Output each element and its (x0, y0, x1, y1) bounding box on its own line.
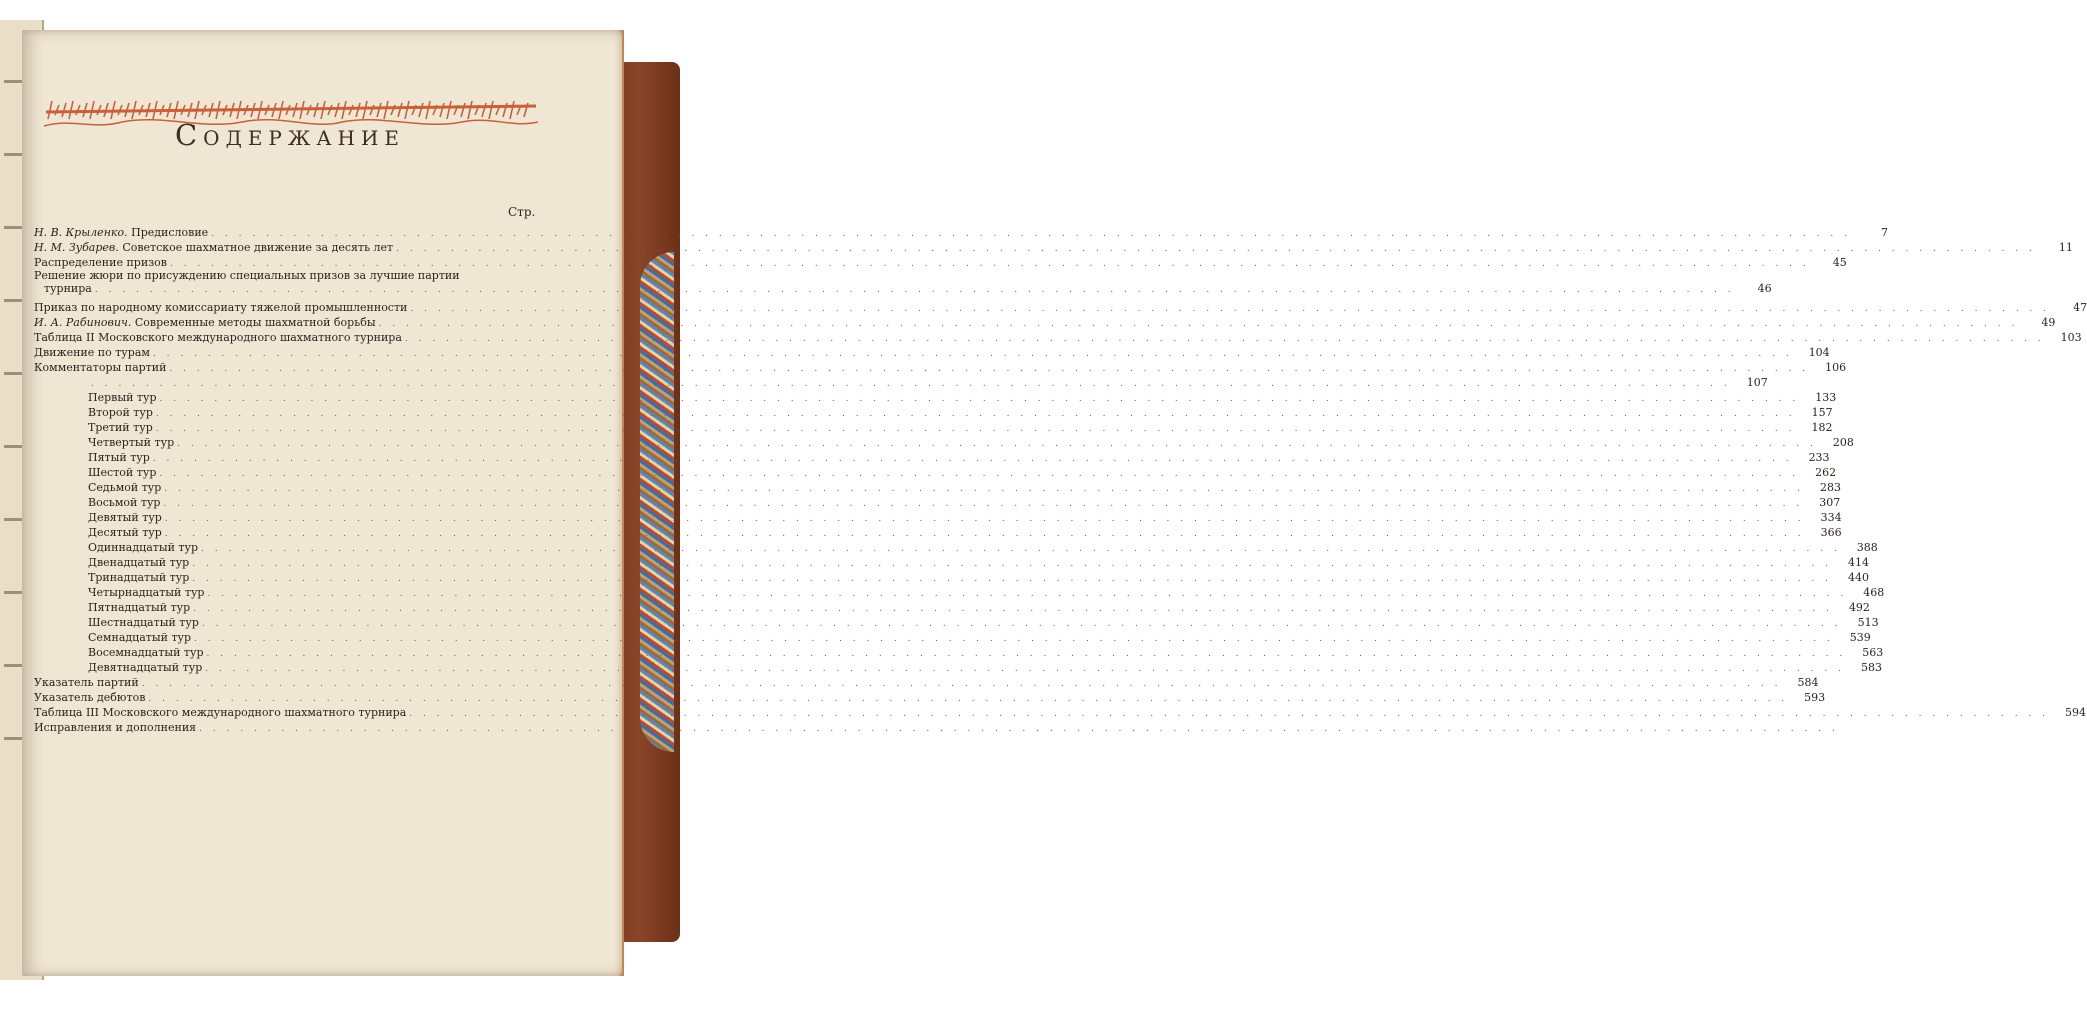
toc-entry-page: 208 (1832, 436, 1854, 449)
dot-leader: . . . . . . . . . . . . . . . . . . . . . . . . . . . . . . . . . . . . . . . . . . . . . . . . . . . . . . . . . . . . . . . . . . . . . . . . . . . . . . . . . . . . . . . . . . . . . . . . . . . . . . . . . . . . . . . . . . . . . . . . (159, 469, 1800, 479)
toc-entry-page: 539 (1849, 631, 1871, 644)
toc-entry-label (34, 406, 153, 419)
toc-entry (34, 554, 1869, 569)
toc-entry (34, 479, 1842, 494)
toc-entry-page: 47 (2073, 301, 2087, 314)
toc-entry-title: Двенадцатый тур (88, 556, 190, 569)
toc-entry-page: 107 (1746, 376, 1768, 389)
toc-entry (34, 599, 1870, 614)
toc-entry-label (34, 556, 189, 569)
dot-leader: . . . . . . . . . . . . . . . . . . . . . . . . . . . . . . . . . . . . . . . . . . . . . . . . . . . . . . . . . . . . . . . . . . . . . . . . . . . . . . . . . . . . . . . . . . . . . . . . . . . . . . . . . . . . . . . . . . . . . . . . (152, 454, 1793, 464)
toc-entry-title: Распределение призов (34, 256, 167, 269)
toc-entry-label (34, 601, 190, 614)
dot-leader: . . . . . . . . . . . . . . . . . . . . . . . . . . . . . . . . . . . . . . . . . . . . . . . . . . . . . . . . . . . . . . . . . . . . . . . . . . . . . . . . . . . . . . . . . . . . . . . . . . . . . . . . . . . . . . . . . . . . . . . . (94, 285, 1735, 295)
toc-entry (34, 299, 2087, 314)
toc-entry-title: Пятнадцатый тур (88, 601, 191, 614)
toc-entry-title: Таблица III Московского международного шахматного турнира (34, 706, 407, 719)
toc-entry-page: 49 (2041, 316, 2056, 329)
toc-entry-page: 262 (1815, 466, 1837, 479)
toc-entry-label (34, 346, 150, 359)
toc-entry-label (34, 226, 208, 239)
toc-entry-label (34, 466, 156, 479)
table-of-contents (34, 224, 2087, 734)
toc-entry-page: 103 (2060, 331, 2082, 344)
toc-entry (34, 629, 1871, 644)
toc-entry-page: 513 (1857, 616, 1879, 629)
toc-entry-page: 133 (1815, 391, 1837, 404)
toc-entry (34, 509, 1842, 524)
dot-leader: . . . . . . . . . . . . . . . . . . . . . . . . . . . . . . . . . . . . . . . . . . . . . . . . . . . . . . . . . . . . . . . . . . . . . . . . . . . . . . . . . . . . . . . . . . . . . . . . . . . . . . . . . . . . . . . . . . . . . . . . (194, 634, 1834, 644)
page-column-label: Стр. (508, 205, 536, 219)
toc-entry-label (34, 541, 198, 554)
toc-entry (34, 269, 1772, 299)
dot-leader: . . . . . . . . . . . . . . . . . . . . . . . . . . . . . . . . . . . . . . . . . . . . . . . . . . . . . . . . . . . . . . . . . . . . . . . . . . . . . . . . . . . . . . . . . . . . . . . . . . . . . . . . . . . . . . . . . . . . . . . . (199, 724, 1839, 734)
toc-entry (34, 254, 1847, 269)
toc-entry-title: Шестнадцатый тур (88, 616, 199, 629)
toc-entry-page: 414 (1847, 556, 1869, 569)
dot-leader: . . . . . . . . . . . . . . . . . . . . . . . . . . . . . . . . . . . . . . . . . . . . . . . . . . . . . . . . . . . . . . . . . . . . . . . . . . . . . . . . . . . . . . . . . . . . . . . . . . . . . . . . . . . . . . . . . . . . . . . . (205, 664, 1845, 674)
toc-entry-title: Семнадцатый тур (88, 631, 192, 644)
toc-entry-title: Исправления и дополнения (34, 721, 197, 734)
toc-entry (34, 359, 1847, 374)
toc-entry (34, 614, 1879, 629)
toc-entry-label (34, 511, 162, 524)
toc-entry-page: 283 (1820, 481, 1842, 494)
toc-entry (34, 659, 1882, 674)
toc-entry (34, 329, 2082, 344)
toc-entry-title: Девятый тур (88, 511, 162, 524)
dot-leader: . . . . . . . . . . . . . . . . . . . . . . . . . . . . . . . . . . . . . . . . . . . . . . . . . . . . . . . . . . . . . . . . . . . . . . . . . . . . . . . . . . . . . . . . . . . . . . . . . . . . . . . . . . . . . . . . . . . . . . . . (152, 349, 1793, 359)
toc-entry (34, 389, 1837, 404)
toc-entry (34, 584, 1885, 599)
toc-entry-label (34, 526, 162, 539)
toc-entry-title: Десятый тур (88, 526, 162, 539)
toc-entry-page: 7 (1880, 226, 1888, 239)
toc-entry-label (34, 691, 145, 704)
toc-entry-title: Первый тур (88, 391, 157, 404)
dot-leader: . . . . . . . . . . . . . . . . . . . . . . . . . . . . . . . . . . . . . . . . . . . . . . . . . . . . . . . . . . . . . . . . . . . . . . . . . . . . . . . . . . . . . . . . . . . . . . . . . . . . . . . . . . . . . . . . . . . . . . . . (177, 439, 1817, 449)
toc-entry-title: Современные методы шахматной борьбы (134, 316, 376, 329)
toc-entry-title: Седьмой тур (88, 481, 162, 494)
toc-entry-title-continued: турнира (44, 282, 92, 295)
dot-leader: . . . . . . . . . . . . . . . . . . . . . . . . . . . . . . . . . . . . . . . . . . . . . . . . . . . . . . . . . . . . . . . . . . . . . . . . . . . . . . . . . . . . . . . . . . . . . . . . . . . . . . . . . . . . . . . . . . . . . . . . (396, 244, 2036, 254)
toc-entry-label (34, 241, 393, 254)
dot-leader: . . . . . . . . . . . . . . . . . . . . . . . . . . . . . . . . . . . . . . . . . . . . . . . . . . . . . . . . . . . . . . . . . . . . . . . . . . . . . . . . . . . . . . . . . . . . . . . . . . . . . . . . . . . . . . . . . . . . . . . . (410, 304, 2051, 314)
dot-leader: . . . . . . . . . . . . . . . . . . . . . . . . . . . . . . . . . . . . . . . . . . . . . . . . . . . . . . . . . . . . . . . . . . . . . . . . . . . . . . . . . . . . . . . . . . . . . . . . . . . . . . . . . . . . . . . . . . . . . . . . (148, 694, 1789, 704)
toc-entry (34, 644, 1884, 659)
dot-leader: . . . . . . . . . . . . . . . . . . . . . . . . . . . . . . . . . . . . . . . . . . . . . . . . . . . . . . . . . . . . . . . . . . . . . . . . . . . . . . . . . . . . . . . . . . . . . . . . . . . . . . . . . . . . . . . . . . . . . . . . (159, 394, 1800, 404)
toc-entry-page: 468 (1863, 586, 1885, 599)
dot-leader: . . . . . . . . . . . . . . . . . . . . . . . . . . . . . . . . . . . . . . . . . . . . . . . . . . . . . . . . . . . . . . . . . . . . . . . . . . . . . . . . . . . . . . . . . . . . . . . . . . . . . . . . . . . . . . . . . . . . . . . . (207, 589, 1848, 599)
toc-entry-page: 46 (1757, 282, 1772, 295)
toc-entry (34, 419, 1833, 434)
toc-entry-label (34, 676, 139, 689)
toc-entry-label (34, 421, 153, 434)
toc-entry-page: 104 (1808, 346, 1830, 359)
toc-entry-label (34, 361, 166, 374)
dot-leader: . . . . . . . . . . . . . . . . . . . . . . . . . . . . . . . . . . . . . . . . . . . . . . . . . . . . . . . . . . . . . . . . . . . . . . . . . . . . . . . . . . . . . . . . . . . . . . . . . . . . . . . . . . . . . . . . . . . . . . . . (164, 484, 1805, 494)
toc-entry-label (34, 481, 161, 494)
dot-leader: . . . . . . . . . . . . . . . . . . . . . . . . . . . . . . . . . . . . . . . . . . . . . . . . . . . . . . . . . . . . . . . . . . . . . . . . . . . . . . . . . . . . . . . . . . . . . . . . . . . . . . . . . . . . . . . . . . . . . . . . (91, 379, 1731, 389)
toc-entry-label (34, 316, 376, 329)
dot-leader: . . . . . . . . . . . . . . . . . . . . . . . . . . . . . . . . . . . . . . . . . . . . . . . . . . . . . . . . . . . . . . . . . . . . . . . . . . . . . . . . . . . . . . . . . . . . . . . . . . . . . . . . . . . . . . . . . . . . . . . . (206, 649, 1847, 659)
dot-leader: . . . . . . . . . . . . . . . . . . . . . . . . . . . . . . . . . . . . . . . . . . . . . . . . . . . . . . . . . . . . . . . . . . . . . . . . . . . . . . . . . . . . . . . . . . . . . . . . . . . . . . . . . . . . . . . . . . . . . . . . (211, 229, 1851, 239)
toc-entry-page: 583 (1860, 661, 1882, 674)
toc-entry (34, 449, 1830, 464)
dot-leader: . . . . . . . . . . . . . . . . . . . . . . . . . . . . . . . . . . . . . . . . . . . . . . . . . . . . . . . . . . . . . . . . . . . . . . . . . . . . . . . . . . . . . . . . . . . . . . . . . . . . . . . . . . . . . . . . . . . . . . . . (169, 364, 1810, 374)
toc-entry-title: Советское шахматное движение за десять лет (122, 241, 394, 254)
toc-entry-title: Шестой тур (88, 466, 157, 479)
toc-entry-author: Н. В. Крыленко. (34, 226, 128, 239)
toc-entry-title: Указатель партий (34, 676, 139, 689)
dot-leader: . . . . . . . . . . . . . . . . . . . . . . . . . . . . . . . . . . . . . . . . . . . . . . . . . . . . . . . . . . . . . . . . . . . . . . . . . . . . . . . . . . . . . . . . . . . . . . . . . . . . . . . . . . . . . . . . . . . . . . . . (169, 259, 1810, 269)
toc-entry (34, 524, 1842, 539)
dot-leader: . . . . . . . . . . . . . . . . . . . . . . . . . . . . . . . . . . . . . . . . . . . . . . . . . . . . . . . . . . . . . . . . . . . . . . . . . . . . . . . . . . . . . . . . . . . . . . . . . . . . . . . . . . . . . . . . . . . . . . . . (155, 424, 1796, 434)
toc-entry (34, 224, 1888, 239)
toc-entry-title: Девятнадцатый тур (88, 661, 203, 674)
toc-entry (34, 569, 1870, 584)
toc-entry-page: 440 (1848, 571, 1870, 584)
toc-entry-title: Пятый тур (88, 451, 150, 464)
toc-entry (34, 314, 2056, 329)
toc-entry-page: 11 (2058, 241, 2073, 254)
toc-entry (34, 344, 1830, 359)
toc-entry-title: Одиннадцатый тур (88, 541, 199, 554)
toc-entry-title: Четвертый тур (88, 436, 175, 449)
toc-entry-page: 366 (1820, 526, 1842, 539)
toc-entry (34, 689, 1826, 704)
toc-entry-page: 563 (1862, 646, 1884, 659)
toc-entry-page: 307 (1819, 496, 1841, 509)
toc-entry-page: 182 (1811, 421, 1833, 434)
toc-entry-label (34, 391, 157, 404)
dot-leader: . . . . . . . . . . . . . . . . . . . . . . . . . . . . . . . . . . . . . . . . . . . . . . . . . . . . . . . . . . . . . . . . . . . . . . . . . . . . . . . . . . . . . . . . . . . . . . . . . . . . . . . . . . . . . . . . . . . . . . . . (192, 559, 1832, 569)
toc-entry-page: 45 (1832, 256, 1847, 269)
toc-entry-label (34, 256, 167, 269)
toc-entry-title: Движение по турам (34, 346, 150, 359)
toc-entry-page: 593 (1804, 691, 1826, 704)
toc-entry-label (34, 301, 407, 314)
toc-entry-label (34, 496, 160, 509)
toc-entry-label (34, 661, 202, 674)
toc-entry-title: Второй тур (88, 406, 153, 419)
toc-entry-page: 388 (1856, 541, 1878, 554)
toc-entry-page: 106 (1825, 361, 1847, 374)
dot-leader: . . . . . . . . . . . . . . . . . . . . . . . . . . . . . . . . . . . . . . . . . . . . . . . . . . . . . . . . . . . . . . . . . . . . . . . . . . . . . . . . . . . . . . . . . . . . . . . . . . . . . . . . . . . . . . . . . . . . . . . . (404, 334, 2045, 344)
toc-entry-label (34, 331, 402, 344)
toc-entry-title: Указатель дебютов (34, 691, 146, 704)
toc-entry-title: Таблица II Московского международного шахматного турнира (34, 331, 402, 344)
toc-entry-label (34, 706, 406, 719)
toc-entry (34, 464, 1837, 479)
dot-leader: . . . . . . . . . . . . . . . . . . . . . . . . . . . . . . . . . . . . . . . . . . . . . . . . . . . . . . . . . . . . . . . . . . . . . . . . . . . . . . . . . . . . . . . . . . . . . . . . . . . . . . . . . . . . . . . . . . . . . . . . (409, 709, 2050, 719)
toc-entry-page: 594 (2065, 706, 2087, 719)
toc-entry-page: 334 (1820, 511, 1842, 524)
toc-entry-title: Восемнадцатый тур (88, 646, 204, 659)
toc-entry-title: Решение жюри по присуждению специальных призов за лучшие партии (34, 269, 460, 282)
dot-leader: . . . . . . . . . . . . . . . . . . . . . . . . . . . . . . . . . . . . . . . . . . . . . . . . . . . . . . . . . . . . . . . . . . . . . . . . . . . . . . . . . . . . . . . . . . . . . . . . . . . . . . . . . . . . . . . . . . . . . . . . (201, 544, 1841, 554)
toc-entry (34, 719, 1839, 734)
dot-leader: . . . . . . . . . . . . . . . . . . . . . . . . . . . . . . . . . . . . . . . . . . . . . . . . . . . . . . . . . . . . . . . . . . . . . . . . . . . . . . . . . . . . . . . . . . . . . . . . . . . . . . . . . . . . . . . . . . . . . . . . (193, 604, 1833, 614)
toc-entry-author: И. А. Рабинович. (34, 316, 132, 329)
page-title: Содержание (174, 118, 405, 152)
toc-entry (34, 674, 1819, 689)
dot-leader: . . . . . . . . . . . . . . . . . . . . . . . . . . . . . . . . . . . . . . . . . . . . . . . . . . . . . . . . . . . . . . . . . . . . . . . . . . . . . . . . . . . . . . . . . . . . . . . . . . . . . . . . . . . . . . . . . . . . . . . . (192, 574, 1833, 584)
toc-entry-page: 233 (1808, 451, 1830, 464)
toc-entry (34, 374, 1768, 389)
toc-entry (34, 434, 1854, 449)
toc-entry (34, 239, 2073, 254)
toc-entry-label (34, 571, 189, 584)
toc-entry-label (34, 451, 150, 464)
dot-leader: . . . . . . . . . . . . . . . . . . . . . . . . . . . . . . . . . . . . . . . . . . . . . . . . . . . . . . . . . . . . . . . . . . . . . . . . . . . . . . . . . . . . . . . . . . . . . . . . . . . . . . . . . . . . . . . . . . . . . . . . (378, 319, 2019, 329)
toc-entry-title: Приказ по народному комиссариату тяжелой промышленности (34, 301, 408, 314)
toc-entry (34, 704, 2087, 719)
dot-leader: . . . . . . . . . . . . . . . . . . . . . . . . . . . . . . . . . . . . . . . . . . . . . . . . . . . . . . . . . . . . . . . . . . . . . . . . . . . . . . . . . . . . . . . . . . . . . . . . . . . . . . . . . . . . . . . . . . . . . . . . (164, 529, 1805, 539)
toc-entry-title: Восьмой тур (88, 496, 161, 509)
dot-leader: . . . . . . . . . . . . . . . . . . . . . . . . . . . . . . . . . . . . . . . . . . . . . . . . . . . . . . . . . . . . . . . . . . . . . . . . . . . . . . . . . . . . . . . . . . . . . . . . . . . . . . . . . . . . . . . . . . . . . . . . (201, 619, 1842, 629)
toc-entry-page: 157 (1811, 406, 1833, 419)
dot-leader: . . . . . . . . . . . . . . . . . . . . . . . . . . . . . . . . . . . . . . . . . . . . . . . . . . . . . . . . . . . . . . . . . . . . . . . . . . . . . . . . . . . . . . . . . . . . . . . . . . . . . . . . . . . . . . . . . . . . . . . . (141, 679, 1782, 689)
toc-entry-page: 584 (1797, 676, 1819, 689)
toc-entry-label (34, 586, 204, 599)
dot-leader: . . . . . . . . . . . . . . . . . . . . . . . . . . . . . . . . . . . . . . . . . . . . . . . . . . . . . . . . . . . . . . . . . . . . . . . . . . . . . . . . . . . . . . . . . . . . . . . . . . . . . . . . . . . . . . . . . . . . . . . . (155, 409, 1796, 419)
toc-entry-label (34, 631, 191, 644)
toc-entry-label (34, 721, 196, 734)
toc-entry-label (34, 616, 199, 629)
toc-entry-title: Четырнадцатый тур (88, 586, 205, 599)
dot-leader: . . . . . . . . . . . . . . . . . . . . . . . . . . . . . . . . . . . . . . . . . . . . . . . . . . . . . . . . . . . . . . . . . . . . . . . . . . . . . . . . . . . . . . . . . . . . . . . . . . . . . . . . . . . . . . . . . . . . . . . . (163, 499, 1804, 509)
toc-entry-title: Тринадцатый тур (88, 571, 190, 584)
toc-entry (34, 494, 1841, 509)
toc-entry (34, 404, 1833, 419)
toc-entry-label (34, 436, 174, 449)
toc-entry-author: Н. М. Зубарев. (34, 241, 119, 254)
toc-entry-title: Предисловие (131, 226, 209, 239)
toc-entry-title: Комментаторы партий (34, 361, 167, 374)
toc-entry (34, 539, 1878, 554)
toc-entry-title: Третий тур (88, 421, 153, 434)
toc-entry-page: 492 (1848, 601, 1870, 614)
dot-leader: . . . . . . . . . . . . . . . . . . . . . . . . . . . . . . . . . . . . . . . . . . . . . . . . . . . . . . . . . . . . . . . . . . . . . . . . . . . . . . . . . . . . . . . . . . . . . . . . . . . . . . . . . . . . . . . . . . . . . . . . (164, 514, 1805, 524)
toc-entry-label (34, 646, 204, 659)
